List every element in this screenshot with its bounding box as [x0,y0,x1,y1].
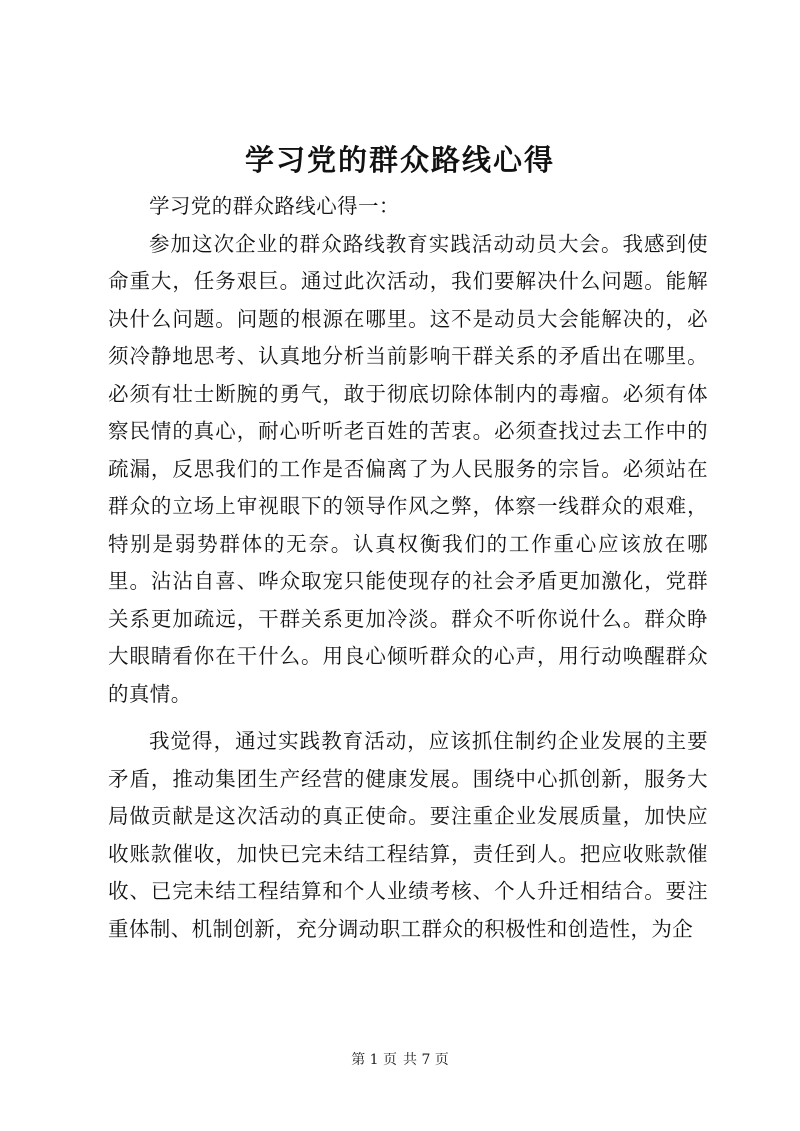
paragraph-2: 我觉得，通过实践教育活动，应该抓住制约企业发展的主要矛盾，推动集团生产经营的健康发展。围绕中心抓创新，服务大局做贡献是这次活动的真正使命。要注重企业发展质量，加快应收账款催收，加快已完未结工程结算，责任到人。把应收账款催收、已完未结工程结算和个人业绩考核、个人升迁相结合。要注重体制、机制创新，充分调动职工群众的积极性和创造性，为企 [108,729,708,941]
page-number: 第 1 页 [351,1052,397,1068]
page-total: 共 7 页 [403,1052,449,1068]
paragraph-1: 参加这次企业的群众路线教育实践活动动员大会。我感到使命重大，任务艰巨。通过此次活动，我们要解决什么问题。能解决什么问题。问题的根源在哪里。这不是动员大会能解决的，必须冷静地思考、认真地分析当前影响干群关系的矛盾出在哪里。必须有壮士断腕的勇气，敢于彻底切除体制内的毒瘤。必须有体察民情的真心，耐心听听老百姓的苦衷。必须查找过去工作中的疏漏，反思我们的工作是否偏离了为人民服务的宗旨。必须站在群众的立场上审视眼下的领导作风之弊，体察一线群众的艰难，特别是弱势群体的无奈。认真权衡我们的工作重心应该放在哪里。沾沾自喜、哗众取宠只能使现存的社会矛盾更加激化，党群关系更加疏远，干群关系更加冷淡。群众不听你说什么。群众睁大眼睛看你在干什么。用良心倾听群众的心声，用行动唤醒群众的真情。 [108,231,708,706]
paragraph-subtitle: 学习党的群众路线心得一： [149,194,400,218]
page-title: 学习党的群众路线心得 [244,143,555,177]
page-footer [0,1050,800,1070]
document-body [108,188,708,948]
